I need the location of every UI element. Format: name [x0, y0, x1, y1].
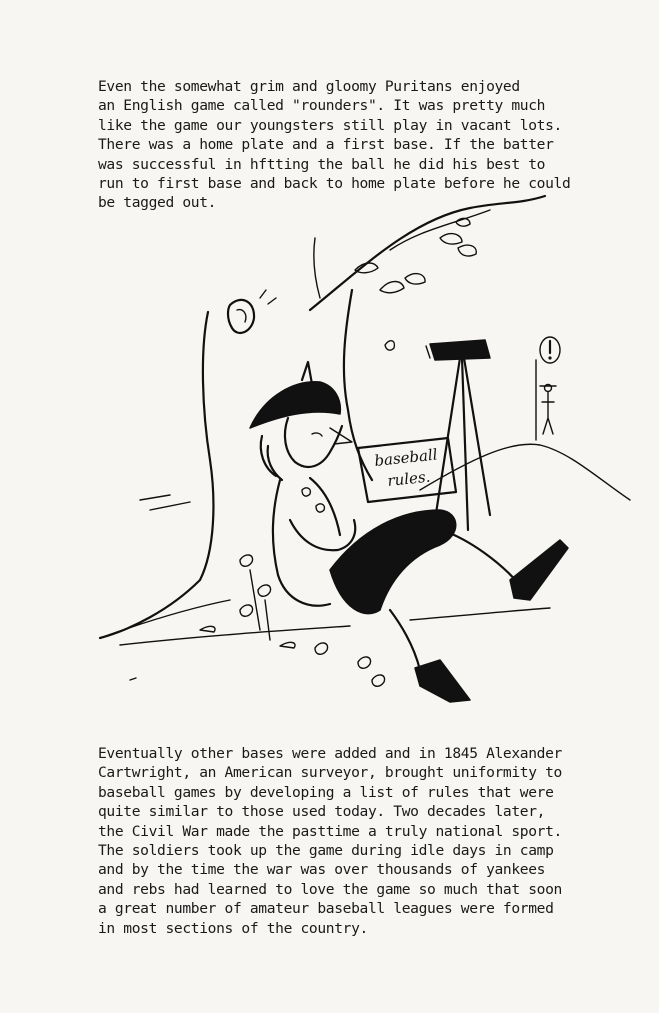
text-line: Even the somewhat grim and gloomy Puritans enjoyed — [98, 78, 520, 95]
tree-knot — [228, 300, 254, 333]
tree-trunk — [100, 312, 213, 638]
text-line: in most sections of the country. — [98, 919, 368, 937]
paragraph-cartwright — [98, 744, 578, 938]
telescope — [426, 340, 490, 530]
baseball-rules-sign — [358, 438, 456, 502]
text-line: The soldiers took up the game during idle days in camp — [98, 842, 554, 860]
text-line: Cartwright, an American surveyor, brought uniformity to — [98, 764, 562, 782]
text-line: like the game our youngsters still play in vacant lots. — [98, 116, 562, 134]
lookout-figure — [536, 360, 556, 440]
illustration-drawing — [90, 190, 640, 720]
text-line: an English game called "rounders". It was pretty much — [98, 97, 546, 115]
text-line: baseball games by developing a list of rules that were — [98, 783, 554, 801]
ground — [120, 608, 550, 645]
leaves — [355, 218, 476, 350]
sign-line-2: rules. — [386, 467, 432, 490]
text-line: the Civil War made the pasttime a truly national sport. — [98, 822, 562, 840]
exclamation-bubble — [540, 337, 560, 363]
text-line: be tagged out. — [98, 194, 217, 212]
sign-line-1: baseball — [373, 445, 439, 470]
text-line: was successful in hftting the ball he did his best to — [98, 155, 546, 173]
text-line: quite similar to those used today. Two decades later, — [98, 803, 546, 821]
puritan-figure — [250, 362, 568, 702]
text-line: and by the time the war was over thousands of yankees — [98, 861, 546, 879]
text-line: There was a home plate and a first base. If the batter — [98, 136, 554, 154]
text-line: and rebs had learned to love the game so much that soon — [98, 880, 562, 898]
text-line: a great number of amateur baseball leagues were formed — [98, 900, 554, 918]
illustration-puritan-under-tree — [90, 190, 640, 720]
text-line: run to first base and back to home plate before he could — [98, 175, 571, 193]
text-line: Eventually other bases were added and in 1845 Alexander — [98, 745, 562, 762]
tree-branch — [310, 196, 545, 310]
